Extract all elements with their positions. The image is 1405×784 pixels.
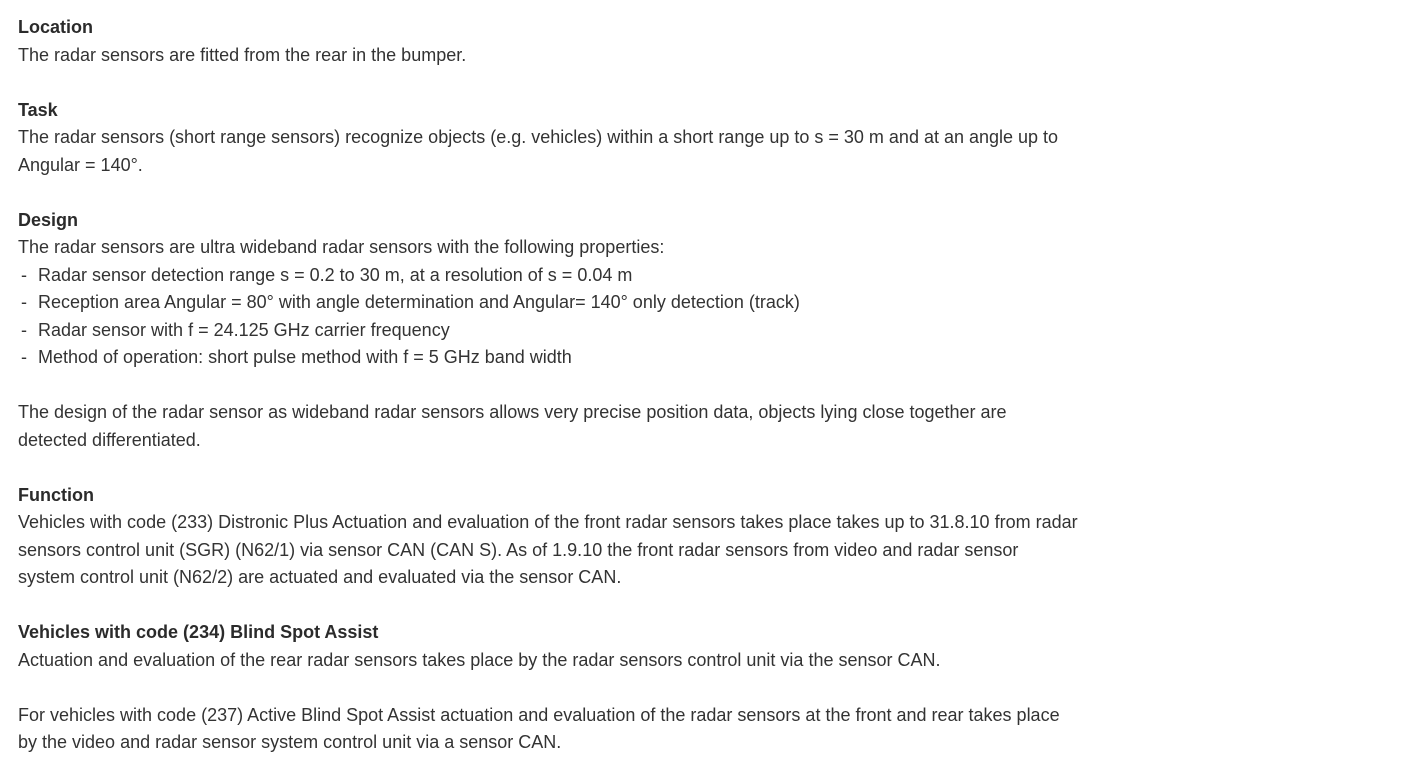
design-heading: Design (18, 209, 79, 230)
location-section (18, 14, 1078, 69)
design-section (18, 207, 1078, 372)
blind-spot-heading: Vehicles with code (234) Blind Spot Assist (18, 622, 379, 642)
list-item (18, 344, 1078, 372)
design-note-section (18, 399, 1078, 454)
list-item (18, 262, 1078, 290)
document-body (18, 14, 1078, 784)
function-heading: Function (18, 484, 94, 505)
blind-spot-text: Actuation and evaluation of the rear radar sensors takes place by the radar sensors control unit via the sensor CAN. (18, 649, 941, 670)
function-text: Vehicles with code (233) Distronic Plus Actuation and evaluation of the front radar sensors takes place takes up to 31.8.10 from radar sensors control unit (SGR) (N62/1) via sensor CAN (CAN S). As of 1.9.10 the front radar sensors from video and radar sensor system control unit (N62/2) are actuated and evaluated via the sensor CAN. (18, 512, 1078, 587)
list-item (18, 289, 1078, 317)
task-section (18, 97, 1078, 180)
design-note: The design of the radar sensor as wideband radar sensors allows very precise position data, objects lying close together are detected differentiated. (18, 402, 1007, 450)
design-intro: The radar sensors are ultra wideband radar sensors with the following properties: (18, 237, 665, 257)
property-text: Radar sensor detection range s = 0.2 to 30 m, at a resolution of s = 0.04 m (38, 264, 633, 285)
property-text: Method of operation: short pulse method with f = 5 GHz band width (38, 347, 572, 367)
task-text: The radar sensors (short range sensors) recognize objects (e.g. vehicles) within a short range up to s = 30 m and at an angle up to Angular = 140°. (18, 127, 1059, 175)
dash-marker: - (21, 319, 27, 340)
function-section (18, 482, 1078, 592)
dash-marker: - (21, 292, 27, 312)
active-blind-spot-section (18, 702, 1078, 757)
property-text: Reception area Angular = 80° with angle determination and Angular= 140° only detection (track) (38, 292, 800, 312)
location-text: The radar sensors are fitted from the rear in the bumper. (18, 44, 467, 65)
dash-marker: - (21, 347, 27, 367)
blind-spot-section (18, 619, 1078, 674)
active-blind-spot-text: For vehicles with code (237) Active Blind Spot Assist actuation and evaluation of the radar sensors at the front and rear takes place by the video and radar sensor system control unit via a sensor CAN. (18, 704, 1060, 752)
property-text: Radar sensor with f = 24.125 GHz carrier frequency (38, 319, 450, 340)
location-heading: Location (18, 17, 93, 37)
task-heading: Task (18, 99, 58, 120)
design-properties-list (18, 262, 1078, 372)
dash-marker: - (21, 264, 27, 285)
list-item (18, 317, 1078, 345)
